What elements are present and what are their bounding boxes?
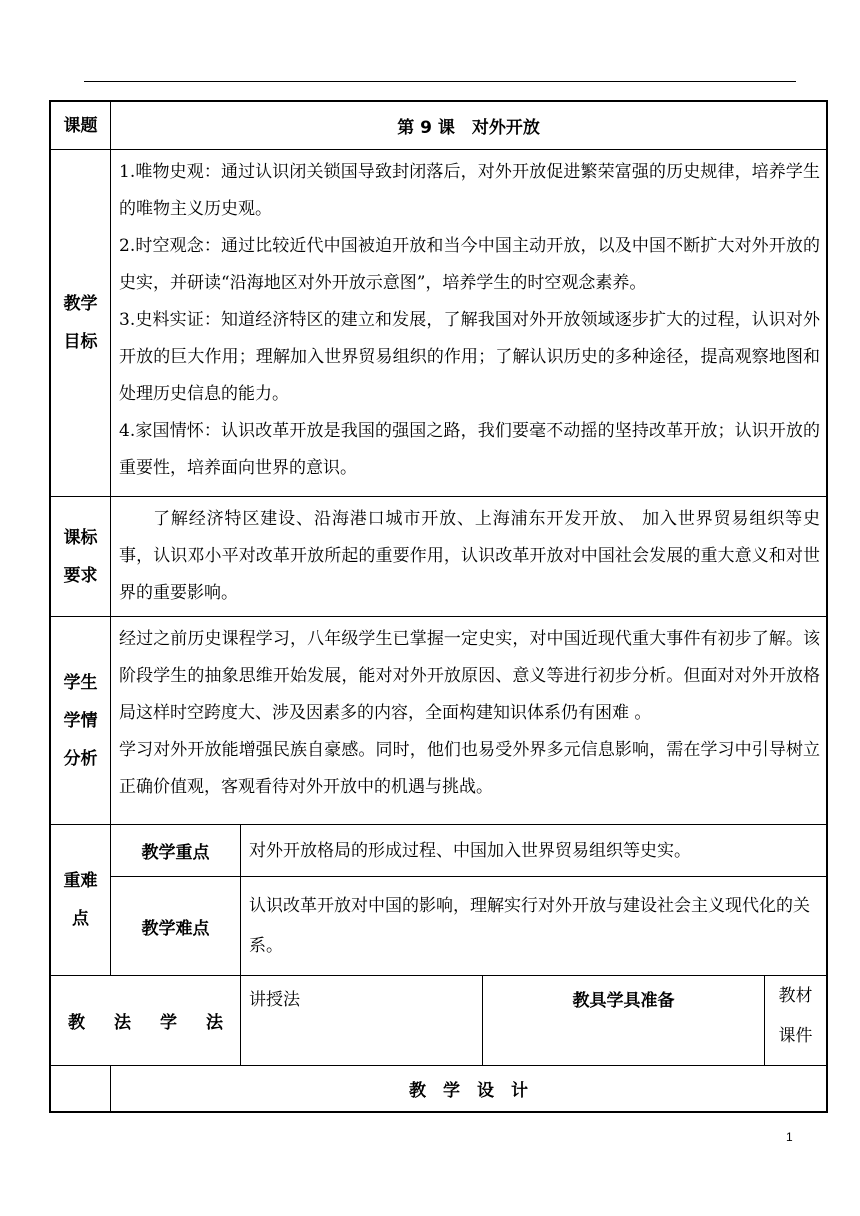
lesson-label: 课题 [51,102,111,150]
learners-paragraph: 经过之前历史课程学习，八年级学生已掌握一定史实，对中国近现代重大事件有初步了解。该阶段学生的抽象思维开始发展，能对对外开放原因、意义等进行初步分析。但面对对外开放格局这样时空跨度大、涉及因素多的内容，全面构建知识体系仍有困难 。 [119,629,821,723]
standards-text: 了解经济特区建设、沿海港口城市开放、上海浦东开发开放、 加入世界贸易组织等史事，认识邓小平对改革开放所起的重要作用，认识改革开放对中国社会发展的重大意义和对世界的重要影响。 [119,509,821,603]
learners-label: 学生 学情 分析 [51,617,111,825]
tools-item: 教材 [778,986,813,1006]
design-empty-cell [51,1066,111,1112]
methods-value: 讲授法 [241,976,483,1066]
design-label: 教 学 设 计 [111,1066,827,1112]
lesson-plan-table [50,101,827,1112]
difficulty-row [51,877,827,976]
objective-item: 3.史料实证：知道经济特区的建立和发展，了解我国对外开放领域逐步扩大的过程，认识对外开放的巨大作用；理解加入世界贸易组织的作用；了解认识历史的多种途径，提高观察地图和处理历史信息的能力。 [119,310,821,404]
design-row [51,1066,827,1112]
standards-label: 课标 要求 [51,497,111,617]
tools-list [765,976,827,1066]
objective-item: 4.家国情怀：认识改革开放是我国的强国之路，我们要毫不动摇的坚持改革开放；认识开放的重要性，培养面向世界的意识。 [119,421,821,478]
objectives-row [51,150,827,497]
objectives-label: 教学 目标 [51,150,111,497]
learners-row [51,617,827,825]
lesson-title: 第 9 课 对外开放 [111,102,827,150]
learners-paragraph: 学习对外开放能增强民族自豪感。同时，他们也易受外界多元信息影响，需在学习中引导树立正确价值观，客观看待对外开放中的机遇与挑战。 [119,740,821,797]
methods-row [51,976,827,1066]
objective-item: 1.唯物史观：通过认识闭关锁国导致封闭落后，对外开放促进繁荣富强的历史规律，培养学生的唯物主义历史观。 [119,162,821,219]
objectives-content [111,150,827,497]
standards-row [51,497,827,617]
focus-text: 对外开放格局的形成过程、中国加入世界贸易组织等史实。 [241,825,827,877]
focus-row [51,825,827,877]
focus-label: 教学重点 [111,825,241,877]
standards-content [111,497,827,617]
learners-content [111,617,827,825]
key-points-label: 重难 点 [51,825,111,976]
methods-label: 教 法 学 法 [51,976,241,1066]
page-number: 1 [786,1130,793,1144]
lesson-title-row [51,102,827,150]
header-rule [84,81,796,82]
difficulty-label: 教学难点 [111,877,241,976]
difficulty-text: 认识改革开放对中国的影响，理解实行对外开放与建设社会主义现代化的关系。 [241,877,827,976]
objective-item: 2.时空观念：通过比较近代中国被迫开放和当今中国主动开放，以及中国不断扩大对外开放的史实，并研读“沿海地区对外开放示意图”，培养学生的时空观念素养。 [119,236,821,293]
tools-item: 课件 [778,1026,813,1046]
tools-label: 教具学具准备 [483,976,765,1066]
